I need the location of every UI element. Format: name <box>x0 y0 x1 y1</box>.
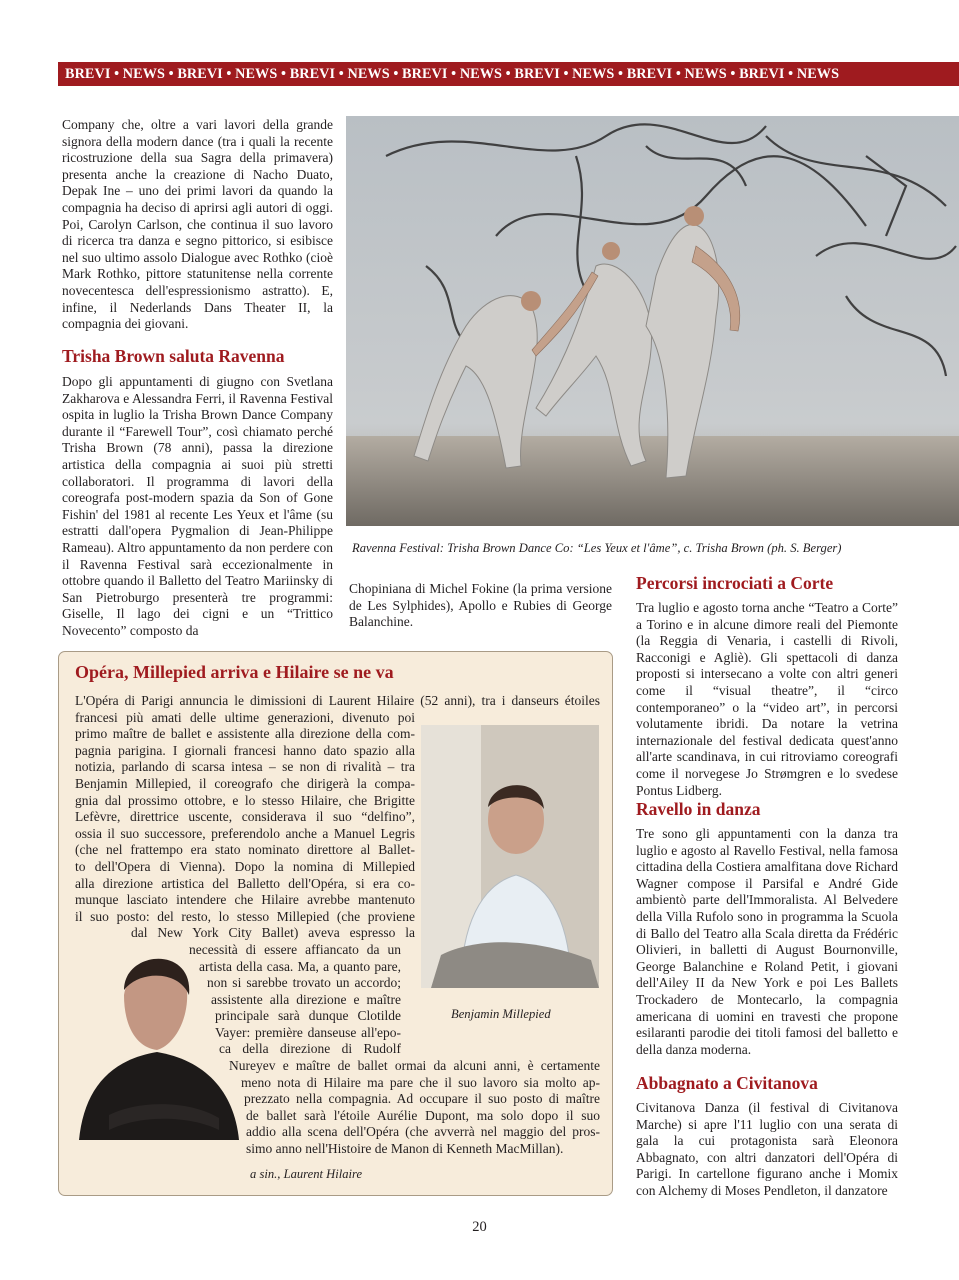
opera-line: artista della casa. Ma, a quanto pare, <box>199 958 401 974</box>
ravello-heading: Ravello in danza <box>636 799 761 819</box>
trisha-continued-text: Chopiniana di Michel Fokine (la prima versione de Les Sylphides), Apollo e Rubies di George Balanchine. <box>349 581 612 630</box>
opera-line: munque lasciato intendere che Hilaire avrebbe mantenuto <box>75 892 415 908</box>
opera-line: L'Opéra di Parigi annuncia le dimissioni di Laurent Hilaire (52 anni), tra i danseurs étoiles <box>75 693 600 708</box>
abbagnato-section <box>636 1072 898 1200</box>
opera-line: dal New York City Ballet) aveva espresso la <box>131 925 415 941</box>
ravello-section <box>636 798 898 1058</box>
opera-line: notizia, parlando di scarsa intesa – se non di rivalità – tra <box>75 759 415 775</box>
percorsi-section <box>636 572 898 799</box>
opera-line: alla direzione artistica del Balletto dell'Opéra, si era co- <box>75 875 415 891</box>
abbagnato-heading: Abbagnato a Civitanova <box>636 1073 818 1093</box>
opera-line: meno nota di Hilaire ma pare che il suo lavoro sia molto ap- <box>241 1074 600 1090</box>
trisha-text: Dopo gli appuntamenti di giugno con Svetlana Zakharova e Alessandra Ferri, il Ravenna Festival ospita in luglio la Trisha Brown Dance Company durante il “Farewell Tour”, così chiamato perché Trisha Brown (78 anni), passa la direzione artistica della compagnia ai suoi più stretti collaboratori. Il programma di lavori della coreografa post-modern spazia da Son of Gone Fishin' del 1981 al recente Les Yeux et l'âme (su estratti dall'opera Pygmalion di Jean-Philippe Rameau). Altro appuntamento da non perdere con il Ravenna Festival sarà eccezionalmente in ottobre quando il Balletto del Teatro Mariinsky di San Pietroburgo presenterà tre programmi: Giselle, Il lago dei cigni e un “Trittico Novecento” composto da <box>62 374 333 638</box>
opera-line: de ballet sarà l'étoile Aurélie Dupont, ma solo dopo il suo <box>246 1107 600 1123</box>
opera-line: addio alla scena dell'Opéra (che avverrà nel maggio del pros- <box>246 1124 600 1140</box>
trisha-photo-caption: Ravenna Festival: Trisha Brown Dance Co: “Les Yeux et l'âme”, c. Trisha Brown (ph. S. Berger) <box>352 541 842 555</box>
opera-line: primo maître de ballet e assistente alla direzione della com- <box>75 726 415 742</box>
opera-line: (che nel frattempo era stato nominato direttore al Ballet- <box>75 842 415 858</box>
trisha-continued <box>349 581 612 631</box>
article-continuation <box>62 117 333 333</box>
page-number: 20 <box>472 1219 487 1235</box>
percorsi-heading: Percorsi incrociati a Corte <box>636 573 834 593</box>
opera-line: Benjamin Millepied, il coreografo che dirigerà la compa- <box>75 775 415 791</box>
millepied-caption: Benjamin Millepied <box>451 1007 551 1021</box>
opera-line: francesi più amati delle ultime generazioni, divenuto poi <box>75 709 415 725</box>
opera-line: gnia dal prossimo ottobre, e lo stesso Hilaire, che Brigitte <box>75 792 415 808</box>
opera-heading: Opéra, Millepied arriva e Hilaire se ne va <box>75 662 394 682</box>
trisha-heading: Trisha Brown saluta Ravenna <box>62 346 285 366</box>
opera-line: Lefèvre, direttrice uscente, considerava il suo “delfino”, <box>75 809 415 825</box>
news-banner: BREVI • NEWS • BREVI • NEWS • BREVI • NEWS • BREVI • NEWS • BREVI • NEWS • BREVI • NEWS • BREVI • NEWS <box>58 62 959 86</box>
opera-line: il suo posto: del resto, lo stesso Millepied (che proviene <box>75 908 415 924</box>
opera-text <box>59 693 613 1158</box>
dance-scene-illustration <box>346 116 959 526</box>
opera-sidebar-box <box>58 651 613 1196</box>
opera-line: pagnia parigina. I giornali francesi hanno dato spazio alla <box>75 742 415 758</box>
opera-line: Vayer: première danseuse all'epo- <box>215 1024 401 1040</box>
hilaire-caption: a sin., Laurent Hilaire <box>250 1167 363 1181</box>
opera-line: ca della direzione di Rudolf <box>219 1041 401 1057</box>
continuation-paragraph: Company che, oltre a vari lavori della grande signora della modern dance (tra i quali la recente ricostruzione della sua Sagra della primavera) presenta anche la creazione di Nacho Duato, Depak Ine – uno dei primi lavori da quando la compagnia ha deciso di aprirsi agli autori di oggi. Poi, Carolyn Carlson, che continua il suo lavoro di ricerca tra danza e segno pittorico, si esibisce nel suo ultimo assolo Dialogue avec Rothko (cioè Mark Rothko, pittore statunitense nella corrente novecentesca dell'espressionismo astratto). E, infine, il Nederlands Dans Theater II, la compagnia dei giovani. <box>62 117 333 332</box>
opera-line: assistente alla direzione e maître <box>211 991 401 1007</box>
opera-line: prezzato nella compagnia. Ad occupare il suo posto di maître <box>244 1091 600 1107</box>
opera-line: ossia il suo successore, preferendolo anche a Manuel Legris <box>75 825 415 841</box>
opera-line: principale sarà dunque Clotilde <box>215 1008 401 1024</box>
percorsi-text: Tra luglio e agosto torna anche “Teatro a Corte” a Torino e in alcune dimore reali del Piemonte (la Reggia di Venaria, i castelli di Rivoli, Racconigi e Agliè). Gli spettacoli di danza proposti si intersecano a volte con altri generi come il “visual theatre”, il “circo contemporaneo” o la “video art”, in percorsi volutamente ibridi. Da notare la vetrina internazionale del festival dedicata quest'anno all'arte scandinava, in cui ritroviamo coreografi come il norvegese Jo Strømgren e lo svedese Pontus Lidberg. <box>636 600 898 798</box>
opera-line: necessità di essere affiancato da un <box>189 941 401 957</box>
abbagnato-text: Civitanova Danza (il festival di Civitanova Marche) si apre l'11 luglio con una serata di gala la cui protagonista sarà Eleonora Abbagnato, con altri danzatori dell'Opéra di Parigi. In cartellone figurano anche i Momix con Alchemy di Moses Pendleton, il danzatore <box>636 1100 898 1198</box>
opera-line: to dell'Opera di Vienna). Dopo la nomina di Millepied <box>75 858 415 874</box>
ravello-text: Tre sono gli appuntamenti con la danza tra luglio e agosto al Ravello Festival, nella famosa cittadina della Costiera amalfitana dove Richard Wagner compose il Parsifal e André Gide ambientò parte dell'Immoralista. Al Belvedere della Villa Rufolo sono in programma la Scuola di Ballo del Teatro alla Scala diretta da Frédéric Olivieri, in balletti di August Bournonville, George Balanchine e Roland Petit, i giovani dell'Ailey II da New York e poi Les Ballets Trockadero de Montecarlo, la compagnia americana di uomini en travesti che propone esilaranti parodie dei titoli famosi del balletto e della danza moderna. <box>636 826 898 1057</box>
opera-line: non si sarebbe trovato un accordo; <box>207 975 401 991</box>
opera-line: simo anno nell'Histoire de Manon di Kenneth MacMillan). <box>246 1141 564 1157</box>
opera-line: Nureyev e maître de ballet ormai da alcuni anni, è certamente <box>229 1058 600 1074</box>
trisha-section <box>62 345 333 640</box>
trisha-brown-photo <box>346 116 959 526</box>
